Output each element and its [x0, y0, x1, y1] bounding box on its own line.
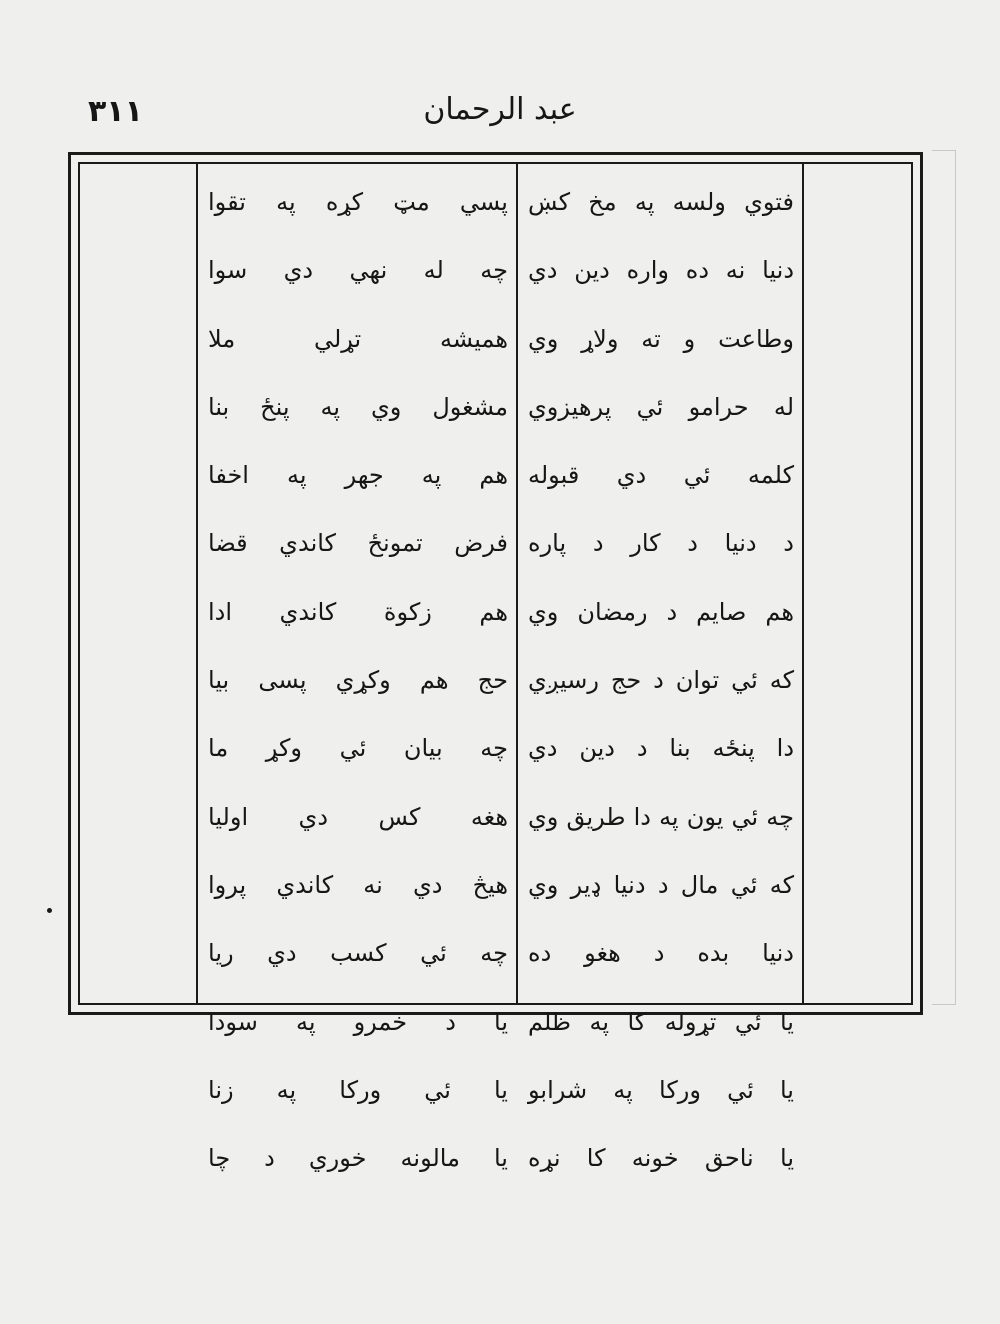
verse-line: یا ناحق خونه کا نړه: [528, 1144, 794, 1173]
column-rule-right: [802, 163, 804, 1004]
verse-line: هم په جهر په اخفا: [208, 461, 508, 490]
verse-line: چه ئي یون په دا طریق وي: [528, 802, 794, 831]
column-rule-middle: [516, 163, 518, 1004]
verse-line: دا پنځه بنا د دین دي: [528, 734, 794, 763]
verse-line: چه له نهي دي سوا: [208, 256, 508, 285]
verse-line: یا ئي ورکا په زنا: [208, 1075, 508, 1104]
verse-line: یا ئي ورکا په شرابو: [528, 1075, 794, 1104]
verse-line: هم صایم د رمضان وي: [528, 597, 794, 626]
verse-line: دنیا بده د هغو ده: [528, 939, 794, 968]
verse-line: هغه کس دي اولیا: [208, 802, 508, 831]
verse-line: وطاعت و ته ولاړ وي: [528, 324, 794, 353]
verse-line: که ئي توان د حج رسیږي: [528, 666, 794, 695]
running-head: عبد الرحمان: [423, 92, 577, 127]
verse-line: کلمه ئي دي قبوله: [528, 461, 794, 490]
verse-line: که ئي مال د دنیا ډیر وي: [528, 870, 794, 899]
verse-line: حج هم وکړي پسی بیا: [208, 666, 508, 695]
verse-line: یا د خمرو په سودا: [208, 1007, 508, 1036]
verse-line: دنیا نه ده واره دین دي: [528, 256, 794, 285]
show-through-frame: [932, 150, 956, 1005]
verse-column-left: [202, 180, 514, 1204]
verse-line: همیشه تړلي ملا: [208, 324, 508, 353]
verse-line: مشغول وي په پنځ بنا: [208, 392, 508, 421]
verse-line: چه ئي کسب دي ریا: [208, 939, 508, 968]
verse-line: هم زکوة کاندي ادا: [208, 597, 508, 626]
verse-line: یا مالونه خوري د چا: [208, 1144, 508, 1173]
verse-line: پسي مټ کړه په تقوا: [208, 188, 508, 216]
page-number: ۳۱۱: [88, 94, 143, 129]
verse-line: یا ئي تړوله کا په ظلم: [528, 1007, 794, 1036]
verse-line: له حرامو ئي پرهیزوي: [528, 392, 794, 421]
verse-line: فتوي ولسه په مخ کښ: [528, 188, 794, 216]
verse-line: چه بیان ئي وکړ ما: [208, 734, 508, 763]
verse-line: فرض تمونځ کاندي قضا: [208, 529, 508, 558]
column-rule-left: [196, 163, 198, 1004]
verse-line: د دنیا د کار د پاره: [528, 529, 794, 558]
verse-column-right: [522, 180, 800, 1204]
ink-speck: [47, 908, 52, 913]
verse-line: هیڅ دي نه کاندي پروا: [208, 870, 508, 899]
